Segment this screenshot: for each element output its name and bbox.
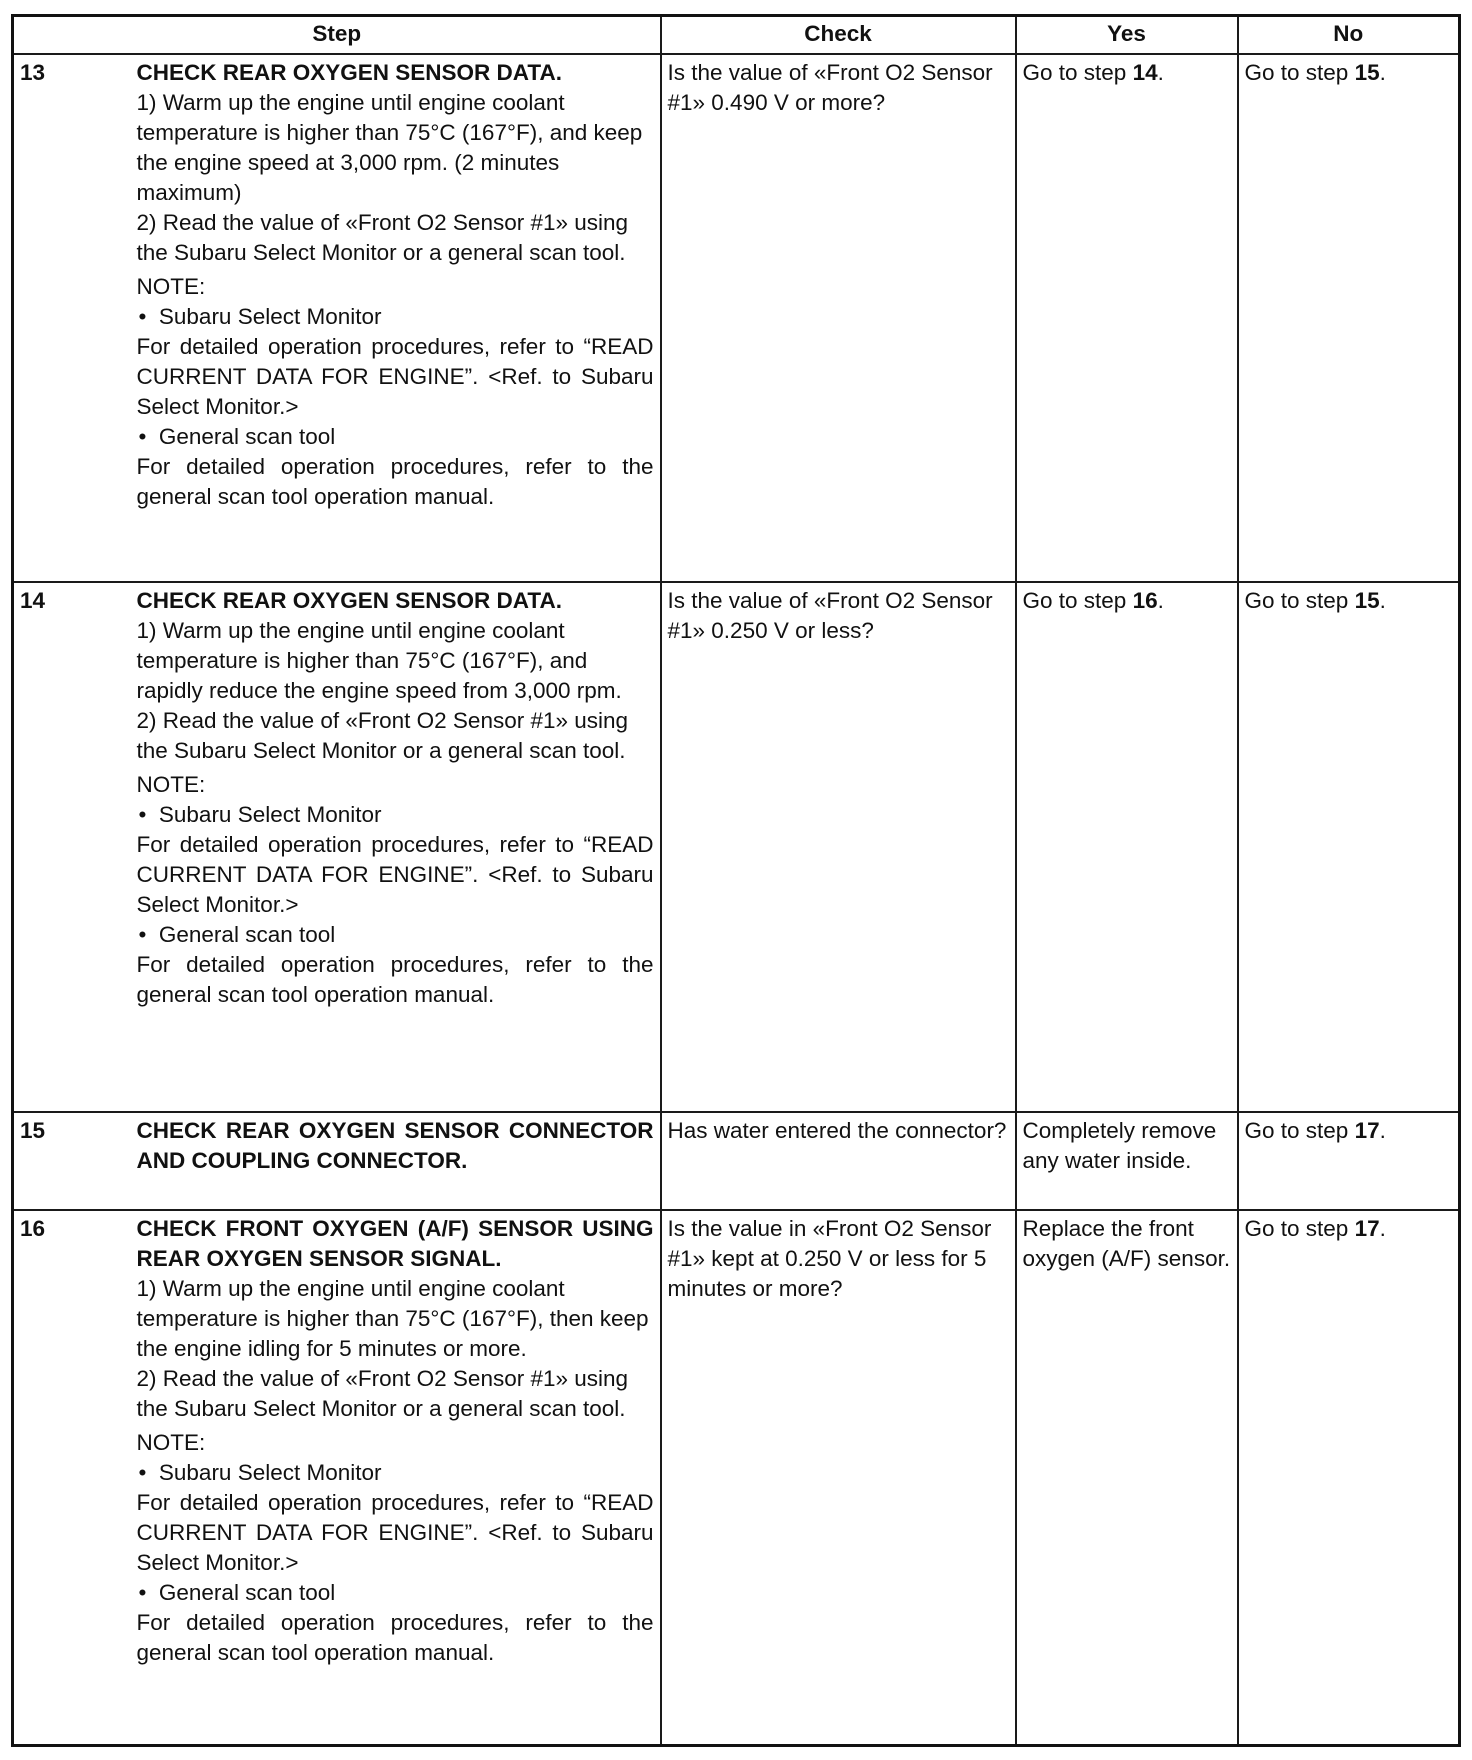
table-row [13,1210,1460,1745]
check-cell: Is the value in «Front O2 Sensor #1» kept at 0.250 V or less for 5 minutes or more? [661,1210,1016,1745]
table-header-row [13,16,1460,55]
note-bullet: • Subaru Select Monitor [137,302,654,332]
step-number: 16 [13,1210,131,1745]
note-bullet: • General scan tool [137,1578,654,1608]
step-cell [131,54,661,582]
note-text: For detailed operation procedures, refer to “READ CURRENT DATA FOR ENGINE”. <Ref. to Subaru Select Monitor.> [136,1490,654,1575]
yes-cell: Replace the front oxygen (A/F) sensor. [1016,1210,1238,1745]
step-number: 14 [13,582,131,1112]
step-instruction: 2) Read the value of «Front O2 Sensor #1» using the Subaru Select Monitor or a general scan tool. [136,1366,629,1421]
step-cell [131,582,661,1112]
step-title: CHECK REAR OXYGEN SENSOR DATA. [136,588,562,613]
no-step-ref: 15 [1354,588,1380,613]
check-cell: Has water entered the connector? [661,1112,1016,1210]
table-row [13,54,1460,582]
note-bullet: • General scan tool [137,422,654,452]
no-prefix: Go to step [1244,1118,1355,1143]
table-row [13,1112,1460,1210]
note-text: For detailed operation procedures, refer to “READ CURRENT DATA FOR ENGINE”. <Ref. to Subaru Select Monitor.> [136,334,654,419]
step-instruction: 1) Warm up the engine until engine coolant temperature is higher than 75°C (167°F), then keep the engine idling for 5 minutes or more. [136,1276,649,1361]
no-suffix: . [1379,588,1386,613]
yes-prefix: Go to step [1022,588,1133,613]
yes-step-ref: 14 [1132,60,1158,85]
yes-cell [1016,54,1238,582]
note-text: For detailed operation procedures, refer to the general scan tool operation manual. [136,1610,654,1665]
header-no: No [1238,16,1460,55]
note-label: NOTE: [136,274,206,299]
yes-cell [1016,582,1238,1112]
table-row [13,582,1460,1112]
no-cell [1238,582,1460,1112]
yes-step-ref: 16 [1132,588,1158,613]
check-cell: Is the value of «Front O2 Sensor #1» 0.250 V or less? [661,582,1016,1112]
note-label: NOTE: [136,1430,206,1455]
step-instruction: 1) Warm up the engine until engine coolant temperature is higher than 75°C (167°F), and rapidly reduce the engine speed from 3,000 rpm. [136,618,622,703]
note-bullet: • Subaru Select Monitor [137,800,654,830]
diagnostic-table [11,14,1461,1747]
no-cell [1238,1210,1460,1745]
note-text: For detailed operation procedures, refer to the general scan tool operation manual. [136,952,654,1007]
no-prefix: Go to step [1244,1216,1355,1241]
no-cell [1238,1112,1460,1210]
no-suffix: . [1379,60,1386,85]
step-instruction: 2) Read the value of «Front O2 Sensor #1» using the Subaru Select Monitor or a general scan tool. [136,708,629,763]
note-bullet: • Subaru Select Monitor [137,1458,654,1488]
step-number: 13 [13,54,131,582]
step-cell [131,1112,661,1210]
header-step: Step [13,16,661,55]
step-instruction: 1) Warm up the engine until engine coolant temperature is higher than 75°C (167°F), and keep the engine speed at 3,000 rpm. (2 minutes maximum) [136,90,643,205]
step-title: CHECK REAR OXYGEN SENSOR CONNECTOR AND COUPLING CONNECTOR. [136,1118,654,1173]
step-number: 15 [13,1112,131,1210]
no-prefix: Go to step [1244,60,1355,85]
yes-suffix: . [1157,588,1164,613]
header-yes: Yes [1016,16,1238,55]
no-suffix: . [1379,1118,1386,1143]
step-title: CHECK REAR OXYGEN SENSOR DATA. [136,60,562,85]
yes-suffix: . [1157,60,1164,85]
no-cell [1238,54,1460,582]
yes-cell: Completely remove any water inside. [1016,1112,1238,1210]
step-title: CHECK FRONT OXYGEN (A/F) SENSOR USING REAR OXYGEN SENSOR SIGNAL. [136,1216,654,1271]
no-prefix: Go to step [1244,588,1355,613]
step-instruction: 2) Read the value of «Front O2 Sensor #1» using the Subaru Select Monitor or a general scan tool. [136,210,629,265]
note-text: For detailed operation procedures, refer to “READ CURRENT DATA FOR ENGINE”. <Ref. to Subaru Select Monitor.> [136,832,654,917]
no-step-ref: 17 [1354,1216,1380,1241]
step-cell [131,1210,661,1745]
note-bullet: • General scan tool [137,920,654,950]
yes-prefix: Go to step [1022,60,1133,85]
no-step-ref: 15 [1354,60,1380,85]
check-cell: Is the value of «Front O2 Sensor #1» 0.490 V or more? [661,54,1016,582]
no-step-ref: 17 [1354,1118,1380,1143]
note-label: NOTE: [136,772,206,797]
note-text: For detailed operation procedures, refer to the general scan tool operation manual. [136,454,654,509]
no-suffix: . [1379,1216,1386,1241]
header-check: Check [661,16,1016,55]
